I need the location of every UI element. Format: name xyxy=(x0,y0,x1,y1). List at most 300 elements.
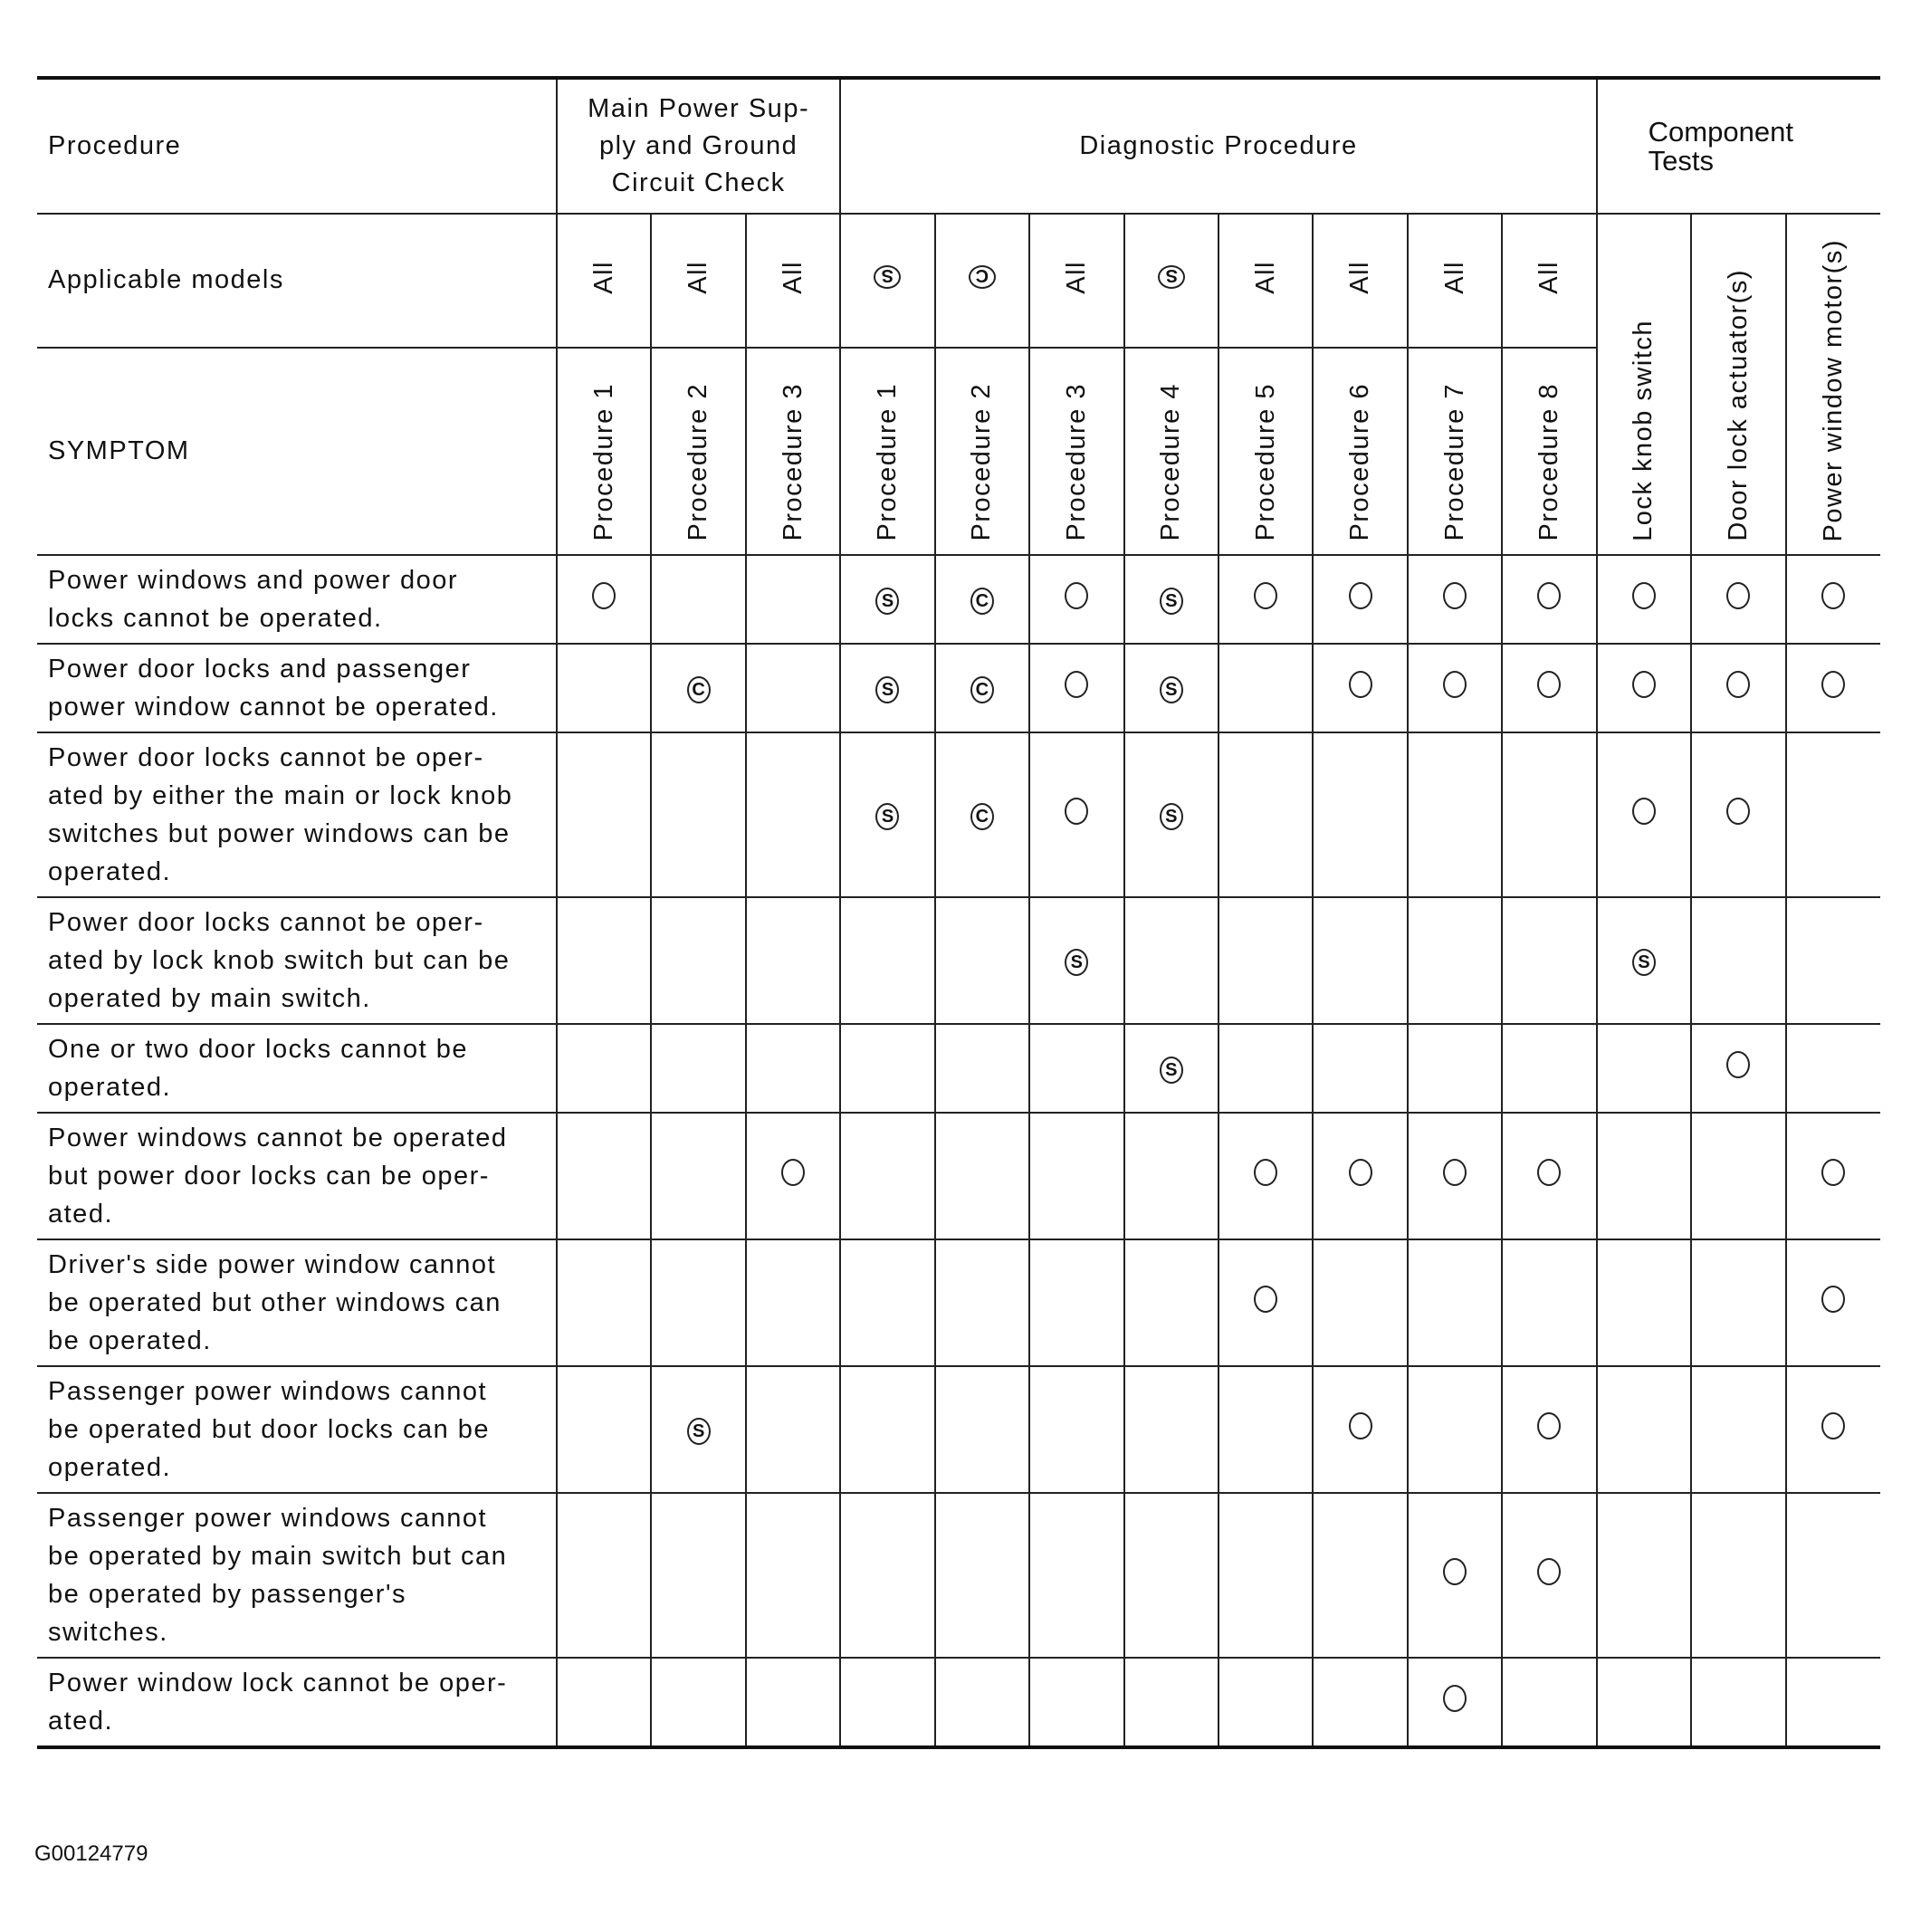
mark-cell xyxy=(1219,644,1313,732)
procedure-name: Procedure 4 xyxy=(1156,382,1186,541)
mark-cell xyxy=(935,732,1029,897)
mark-cell xyxy=(1502,1239,1596,1366)
circle-mark-icon xyxy=(592,582,616,609)
symptom-line: switches. xyxy=(48,1618,168,1647)
symptom-line: switches but power windows can be xyxy=(48,819,511,848)
symptom-line: Power door locks cannot be oper- xyxy=(48,743,484,772)
circled-s-icon: S xyxy=(1160,588,1183,615)
circle-mark-icon xyxy=(1065,671,1088,698)
mark-cell xyxy=(746,1113,840,1239)
circle-mark-icon xyxy=(1443,1159,1467,1186)
circle-mark-icon xyxy=(1349,582,1372,609)
mark-cell xyxy=(1219,897,1313,1024)
component-name: Lock knob switch xyxy=(1629,320,1658,541)
mark-cell xyxy=(1219,1239,1313,1366)
circled-s-icon: S xyxy=(874,265,901,289)
mark-cell xyxy=(1786,732,1880,897)
procedure-header xyxy=(840,348,934,555)
mark-cell xyxy=(1408,732,1502,897)
procedure-header xyxy=(1408,348,1502,555)
mark-cell xyxy=(1313,1658,1407,1747)
mark-cell xyxy=(1597,732,1691,897)
mark-cell xyxy=(746,1239,840,1366)
mark-cell xyxy=(746,644,840,732)
mark-cell xyxy=(935,644,1029,732)
mark-cell xyxy=(1124,1239,1219,1366)
symptom-row xyxy=(37,1493,1880,1658)
mark-cell xyxy=(1502,732,1596,897)
mark-cell xyxy=(1313,1113,1407,1239)
circle-mark-icon xyxy=(1254,582,1277,609)
mark-cell xyxy=(1502,897,1596,1024)
symptom-text xyxy=(37,644,557,732)
circled-c-icon: C xyxy=(970,588,994,615)
symptom-line: be operated but door locks can be xyxy=(48,1415,491,1444)
mark-cell xyxy=(1124,555,1219,644)
mark-cell xyxy=(1219,1113,1313,1239)
symptom-text xyxy=(37,1493,557,1658)
applicable-models-row xyxy=(37,214,1880,348)
mark-cell xyxy=(651,1493,745,1658)
circle-mark-icon xyxy=(1443,582,1467,609)
symptom-line: be operated but other windows can xyxy=(48,1288,502,1317)
procedure-header xyxy=(1029,348,1123,555)
figure-code: G00124779 xyxy=(34,1841,148,1866)
circled-s-icon: S xyxy=(1160,1057,1183,1084)
circle-mark-icon xyxy=(1443,1685,1467,1712)
circle-mark-icon xyxy=(1632,582,1656,609)
mark-cell xyxy=(1313,1024,1407,1113)
mark-cell xyxy=(1124,1366,1219,1493)
mark-cell xyxy=(1219,732,1313,897)
mark-cell xyxy=(1597,1658,1691,1747)
mark-cell xyxy=(557,1024,651,1113)
mark-cell xyxy=(1029,1239,1123,1366)
group-main-line: Main Power Sup- xyxy=(588,94,810,123)
mark-cell xyxy=(1691,1239,1785,1366)
group-component-tests xyxy=(1597,78,1880,214)
mark-cell xyxy=(651,897,745,1024)
mark-cell xyxy=(1786,1493,1880,1658)
circle-mark-icon xyxy=(1632,798,1656,825)
model-cell xyxy=(651,214,745,348)
mark-cell xyxy=(1786,897,1880,1024)
procedure-header xyxy=(1124,348,1219,555)
mark-cell xyxy=(1029,1113,1123,1239)
symptom-line: Passenger power windows cannot xyxy=(48,1504,488,1533)
procedure-name: Procedure 2 xyxy=(683,382,713,541)
mark-cell xyxy=(1691,1658,1785,1747)
mark-cell xyxy=(1124,644,1219,732)
mark-cell xyxy=(1313,644,1407,732)
circle-mark-icon xyxy=(1537,1558,1561,1585)
symptom-row xyxy=(37,1113,1880,1239)
model-all: All xyxy=(1061,260,1091,294)
mark-cell xyxy=(935,897,1029,1024)
mark-cell xyxy=(557,1493,651,1658)
mark-cell xyxy=(746,1366,840,1493)
component-name: Door lock actuator(s) xyxy=(1723,269,1753,541)
mark-cell xyxy=(1029,732,1123,897)
model-cell xyxy=(840,214,934,348)
mark-cell xyxy=(651,555,745,644)
mark-cell xyxy=(1408,1493,1502,1658)
model-all: All xyxy=(1345,260,1375,294)
mark-cell xyxy=(935,1493,1029,1658)
mark-cell xyxy=(1408,897,1502,1024)
circled-s-icon: S xyxy=(1158,265,1185,289)
symptom-line: be operated by passenger's xyxy=(48,1580,407,1609)
group-main-line: Circuit Check xyxy=(611,168,786,197)
circle-mark-icon xyxy=(1065,798,1088,825)
mark-cell xyxy=(1124,1113,1219,1239)
procedure-header xyxy=(1313,348,1407,555)
symptom-line: operated by main switch. xyxy=(48,984,371,1013)
mark-cell xyxy=(840,1239,934,1366)
mark-cell xyxy=(651,1024,745,1113)
model-all: All xyxy=(778,260,808,294)
model-cell xyxy=(1502,214,1596,348)
mark-cell xyxy=(1029,644,1123,732)
mark-cell xyxy=(840,555,934,644)
circled-s-icon: S xyxy=(1160,676,1183,703)
mark-cell xyxy=(1124,1493,1219,1658)
circle-mark-icon xyxy=(1254,1159,1277,1186)
symptom-line: Power window lock cannot be oper- xyxy=(48,1669,508,1698)
procedure-header xyxy=(935,348,1029,555)
symptom-line: Driver's side power window cannot xyxy=(48,1250,497,1279)
component-header xyxy=(1691,214,1785,555)
symptom-line: locks cannot be operated. xyxy=(48,604,383,633)
mark-cell xyxy=(1408,1024,1502,1113)
mark-cell xyxy=(935,1239,1029,1366)
symptom-line: power window cannot be operated. xyxy=(48,693,499,722)
mark-cell xyxy=(1029,897,1123,1024)
mark-cell xyxy=(840,1366,934,1493)
circled-c-icon: C xyxy=(969,265,996,289)
applicable-models-label: Applicable models xyxy=(37,214,557,348)
mark-cell xyxy=(935,1658,1029,1747)
symptom-row xyxy=(37,1024,1880,1113)
circle-mark-icon xyxy=(1254,1286,1277,1313)
symptom-row xyxy=(37,897,1880,1024)
mark-cell xyxy=(1408,1658,1502,1747)
circled-c-icon: C xyxy=(687,676,711,703)
mark-cell xyxy=(1691,1493,1785,1658)
model-cell xyxy=(1408,214,1502,348)
mark-cell xyxy=(1691,1113,1785,1239)
procedure-name: Procedure 6 xyxy=(1345,382,1375,541)
mark-cell xyxy=(1408,1113,1502,1239)
mark-cell xyxy=(651,644,745,732)
mark-cell xyxy=(840,644,934,732)
symptom-text xyxy=(37,897,557,1024)
symptom-line: be operated. xyxy=(48,1326,212,1355)
symptom-line: Passenger power windows cannot xyxy=(48,1377,488,1406)
mark-cell xyxy=(557,555,651,644)
mark-cell xyxy=(1597,555,1691,644)
mark-cell xyxy=(1502,1493,1596,1658)
circled-s-icon: S xyxy=(687,1418,711,1445)
symptom-line: Power windows cannot be operated xyxy=(48,1124,508,1153)
mark-cell xyxy=(1597,1366,1691,1493)
mark-cell xyxy=(1124,1658,1219,1747)
symptom-row xyxy=(37,555,1880,644)
mark-cell xyxy=(1691,732,1785,897)
symptom-row xyxy=(37,1366,1880,1493)
procedure-label: Procedure xyxy=(37,78,557,214)
symptom-text xyxy=(37,732,557,897)
symptom-row xyxy=(37,1239,1880,1366)
circle-mark-icon xyxy=(1537,1159,1561,1186)
mark-cell xyxy=(1313,1366,1407,1493)
mark-cell xyxy=(1597,1113,1691,1239)
symptom-row xyxy=(37,1658,1880,1747)
symptom-text xyxy=(37,1366,557,1493)
mark-cell xyxy=(1502,644,1596,732)
procedure-header xyxy=(1219,348,1313,555)
symptom-text xyxy=(37,1658,557,1747)
symptom-line: ated by lock knob switch but can be xyxy=(48,946,511,975)
mark-cell xyxy=(1597,1239,1691,1366)
symptom-line: be operated by main switch but can xyxy=(48,1542,508,1571)
circle-mark-icon xyxy=(1537,671,1561,698)
mark-cell xyxy=(935,1113,1029,1239)
symptom-text xyxy=(37,1024,557,1113)
model-cell xyxy=(1313,214,1407,348)
component-header xyxy=(1786,214,1880,555)
symptom-line: operated. xyxy=(48,857,172,886)
mark-cell xyxy=(1313,1239,1407,1366)
mark-cell xyxy=(1786,644,1880,732)
component-tests-line: Tests xyxy=(1648,144,1715,177)
mark-cell xyxy=(1313,555,1407,644)
mark-cell xyxy=(1502,555,1596,644)
model-cell xyxy=(1029,214,1123,348)
mark-cell xyxy=(1313,1493,1407,1658)
circle-mark-icon xyxy=(1726,582,1750,609)
mark-cell xyxy=(1029,1024,1123,1113)
symptom-line: but power door locks can be oper- xyxy=(48,1162,490,1191)
mark-cell xyxy=(1124,1024,1219,1113)
symptom-line: ated by either the main or lock knob xyxy=(48,781,513,810)
mark-cell xyxy=(557,1658,651,1747)
circled-c-icon: C xyxy=(970,803,994,830)
circled-s-icon: S xyxy=(1632,949,1656,976)
circled-s-icon: S xyxy=(1160,803,1183,830)
circle-mark-icon xyxy=(1726,671,1750,698)
procedure-name: Procedure 5 xyxy=(1250,382,1280,541)
mark-cell xyxy=(1597,644,1691,732)
procedure-name: Procedure 7 xyxy=(1439,382,1469,541)
model-all: All xyxy=(683,260,713,294)
mark-cell xyxy=(557,732,651,897)
mark-cell xyxy=(1502,1113,1596,1239)
mark-cell xyxy=(1408,1239,1502,1366)
symptom-row xyxy=(37,644,1880,732)
symptom-text xyxy=(37,555,557,644)
circled-s-icon: S xyxy=(1065,949,1088,976)
circle-mark-icon xyxy=(1821,1159,1845,1186)
mark-cell xyxy=(1691,1366,1785,1493)
circled-s-icon: S xyxy=(875,803,899,830)
procedure-name: Procedure 8 xyxy=(1534,382,1563,541)
circle-mark-icon xyxy=(1821,1286,1845,1313)
group-main-line: ply and Ground xyxy=(598,131,798,160)
circle-mark-icon xyxy=(1821,582,1845,609)
component-name: Power window motor(s) xyxy=(1818,238,1848,541)
mark-cell xyxy=(1029,1493,1123,1658)
mark-cell xyxy=(840,1113,934,1239)
group-header-row xyxy=(37,78,1880,214)
mark-cell xyxy=(1408,555,1502,644)
mark-cell xyxy=(746,1658,840,1747)
symptom-line: ated. xyxy=(48,1707,113,1736)
mark-cell xyxy=(651,1113,745,1239)
mark-cell xyxy=(557,1366,651,1493)
mark-cell xyxy=(1313,732,1407,897)
mark-cell xyxy=(1313,897,1407,1024)
mark-cell xyxy=(746,1493,840,1658)
circle-mark-icon xyxy=(1065,582,1088,609)
procedure-header xyxy=(746,348,840,555)
mark-cell xyxy=(1786,555,1880,644)
mark-cell xyxy=(1219,1024,1313,1113)
mark-cell xyxy=(935,1024,1029,1113)
mark-cell xyxy=(557,897,651,1024)
mark-cell xyxy=(651,732,745,897)
circle-mark-icon xyxy=(1821,1412,1845,1439)
circle-mark-icon xyxy=(1443,1558,1467,1585)
mark-cell xyxy=(1786,1113,1880,1239)
mark-cell xyxy=(1786,1658,1880,1747)
mark-cell xyxy=(935,1366,1029,1493)
mark-cell xyxy=(1408,644,1502,732)
mark-cell xyxy=(1597,897,1691,1024)
mark-cell xyxy=(1502,1024,1596,1113)
group-main-power xyxy=(557,78,840,214)
model-all: All xyxy=(1439,260,1469,294)
model-cell xyxy=(1219,214,1313,348)
circle-mark-icon xyxy=(781,1159,805,1186)
mark-cell xyxy=(1786,1366,1880,1493)
mark-cell xyxy=(1597,1493,1691,1658)
mark-cell xyxy=(651,1239,745,1366)
mark-cell xyxy=(1219,1658,1313,1747)
circle-mark-icon xyxy=(1443,671,1467,698)
group-diagnostic: Diagnostic Procedure xyxy=(840,78,1596,214)
mark-cell xyxy=(840,1024,934,1113)
symptom-line: One or two door locks cannot be xyxy=(48,1035,469,1064)
mark-cell xyxy=(935,555,1029,644)
mark-cell xyxy=(840,1493,934,1658)
symptom-line: Power door locks cannot be oper- xyxy=(48,908,484,937)
mark-cell xyxy=(1691,897,1785,1024)
mark-cell xyxy=(746,732,840,897)
symptom-label: SYMPTOM xyxy=(37,348,557,555)
procedure-header xyxy=(651,348,745,555)
mark-cell xyxy=(1408,1366,1502,1493)
mark-cell xyxy=(1219,555,1313,644)
procedure-name: Procedure 1 xyxy=(872,382,902,541)
circle-mark-icon xyxy=(1349,671,1372,698)
mark-cell xyxy=(1502,1658,1596,1747)
mark-cell xyxy=(746,897,840,1024)
mark-cell xyxy=(1691,555,1785,644)
mark-cell xyxy=(840,1658,934,1747)
symptom-line: Power door locks and passenger xyxy=(48,655,472,684)
mark-cell xyxy=(840,897,934,1024)
mark-cell xyxy=(557,1239,651,1366)
circle-mark-icon xyxy=(1632,671,1656,698)
model-all: All xyxy=(1250,260,1280,294)
mark-cell xyxy=(1786,1239,1880,1366)
component-tests-line: Component xyxy=(1648,115,1793,148)
circle-mark-icon xyxy=(1349,1159,1372,1186)
model-all: All xyxy=(1534,260,1563,294)
model-cell xyxy=(746,214,840,348)
mark-cell xyxy=(1029,555,1123,644)
symptom-text xyxy=(37,1239,557,1366)
mark-cell xyxy=(1597,1024,1691,1113)
symptom-line: operated. xyxy=(48,1453,172,1482)
model-cell xyxy=(1124,214,1219,348)
circle-mark-icon xyxy=(1726,1051,1750,1078)
mark-cell xyxy=(746,555,840,644)
model-cell xyxy=(935,214,1029,348)
symptom-text xyxy=(37,1113,557,1239)
circled-c-icon: C xyxy=(970,676,994,703)
procedure-header xyxy=(557,348,651,555)
diagnostic-chart-table xyxy=(37,76,1880,1749)
procedure-name: Procedure 3 xyxy=(1061,382,1091,541)
circled-s-icon: S xyxy=(875,588,899,615)
mark-cell xyxy=(1691,1024,1785,1113)
mark-cell xyxy=(840,732,934,897)
mark-cell xyxy=(1502,1366,1596,1493)
mark-cell xyxy=(1124,732,1219,897)
symptom-line: ated. xyxy=(48,1200,113,1229)
mark-cell xyxy=(1029,1366,1123,1493)
mark-cell xyxy=(651,1658,745,1747)
mark-cell xyxy=(1029,1658,1123,1747)
mark-cell xyxy=(557,1113,651,1239)
procedure-name: Procedure 3 xyxy=(778,382,808,541)
mark-cell xyxy=(1124,897,1219,1024)
circle-mark-icon xyxy=(1726,798,1750,825)
model-cell xyxy=(557,214,651,348)
mark-cell xyxy=(746,1024,840,1113)
circled-s-icon: S xyxy=(875,676,899,703)
symptom-line: operated. xyxy=(48,1073,172,1102)
procedure-name: Procedure 1 xyxy=(588,382,618,541)
circle-mark-icon xyxy=(1821,671,1845,698)
mark-cell xyxy=(1691,644,1785,732)
symptom-row xyxy=(37,732,1880,897)
procedure-header xyxy=(1502,348,1596,555)
circle-mark-icon xyxy=(1537,582,1561,609)
circle-mark-icon xyxy=(1537,1412,1561,1439)
component-header xyxy=(1597,214,1691,555)
symptom-line: Power windows and power door xyxy=(48,566,459,595)
mark-cell xyxy=(1786,1024,1880,1113)
circle-mark-icon xyxy=(1349,1412,1372,1439)
mark-cell xyxy=(651,1366,745,1493)
procedure-name: Procedure 2 xyxy=(967,382,997,541)
mark-cell xyxy=(1219,1493,1313,1658)
mark-cell xyxy=(557,644,651,732)
model-all: All xyxy=(588,260,618,294)
